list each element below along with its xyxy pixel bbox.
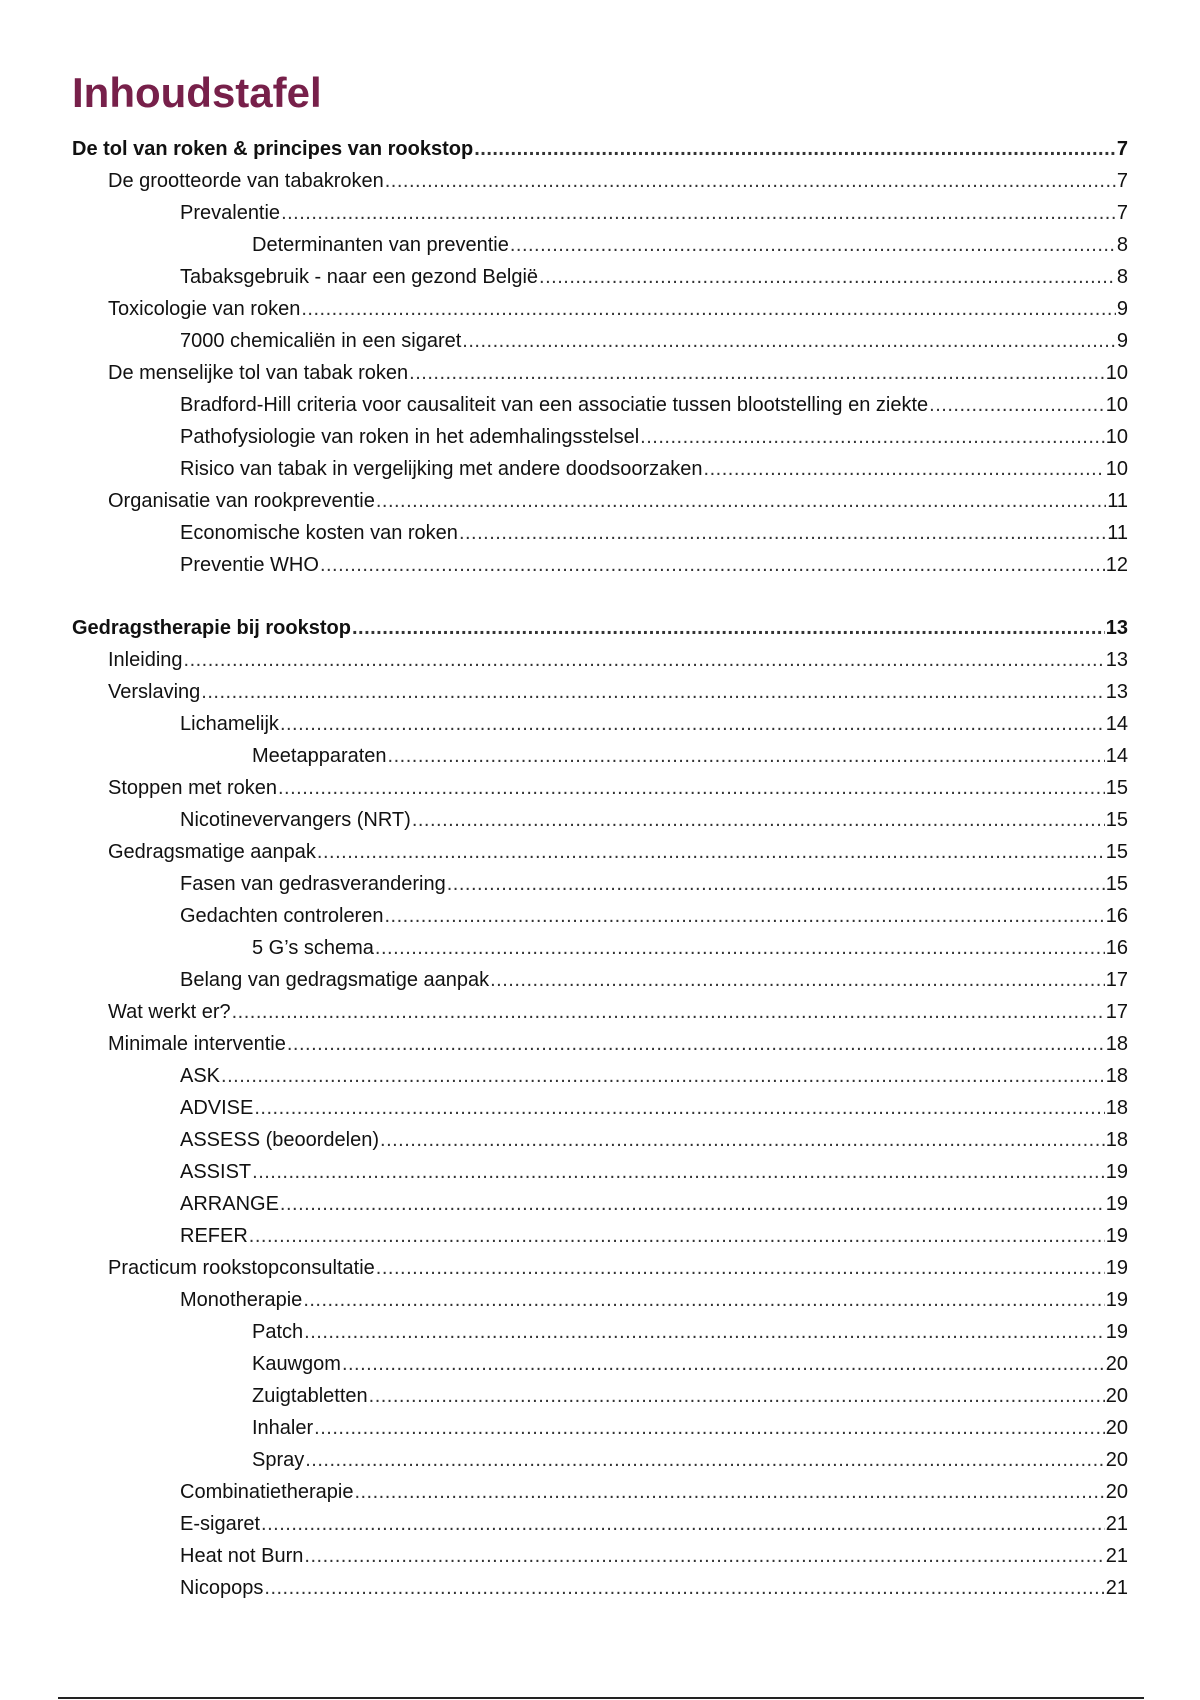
toc-section [72, 612, 1128, 1604]
toc-page-number: 10 [1105, 458, 1128, 480]
toc-entry-title: Stoppen met roken [108, 777, 277, 799]
toc-entry[interactable] [72, 804, 1128, 836]
toc-entry[interactable] [72, 1444, 1128, 1476]
toc-entry-title: 5 G’s schema [252, 937, 374, 959]
toc-entry[interactable] [72, 1124, 1128, 1156]
toc-entry-title: Organisatie van rookpreventie [108, 490, 375, 512]
toc-entry-title: Economische kosten van roken [180, 522, 458, 544]
toc-entry[interactable] [72, 612, 1128, 644]
toc-dot-leader [261, 1508, 1105, 1540]
toc-dot-leader [459, 517, 1106, 549]
toc-page-number: 10 [1105, 426, 1128, 448]
toc-entry[interactable] [72, 1508, 1128, 1540]
toc-entry[interactable] [72, 1412, 1128, 1444]
toc-entry[interactable] [72, 133, 1128, 165]
toc-page-number: 9 [1116, 298, 1128, 320]
toc-entry[interactable] [72, 932, 1128, 964]
toc-page-number: 18 [1105, 1129, 1128, 1151]
toc-page-number: 21 [1105, 1577, 1128, 1599]
toc-dot-leader [376, 485, 1106, 517]
toc-entry[interactable] [72, 1220, 1128, 1252]
toc-entry-title: De tol van roken & principes van rookstop [72, 138, 474, 160]
toc-dot-leader [287, 1028, 1105, 1060]
toc-entry[interactable] [72, 1316, 1128, 1348]
toc-dot-leader [412, 804, 1105, 836]
toc-page-number: 19 [1105, 1193, 1128, 1215]
toc-entry[interactable] [72, 357, 1128, 389]
toc-entry[interactable] [72, 1028, 1128, 1060]
toc-dot-leader [305, 1444, 1105, 1476]
toc-entry-title: ASK [180, 1065, 221, 1087]
toc-page-number: 20 [1105, 1481, 1128, 1503]
toc-entry-title: Gedragstherapie bij rookstop [72, 617, 351, 639]
toc-dot-leader [640, 421, 1105, 453]
table-of-contents [72, 133, 1128, 1604]
toc-entry[interactable] [72, 868, 1128, 900]
toc-page-number: 19 [1105, 1289, 1128, 1311]
toc-dot-leader [539, 261, 1116, 293]
toc-dot-leader [388, 740, 1105, 772]
toc-entry[interactable] [72, 964, 1128, 996]
toc-entry[interactable] [72, 1188, 1128, 1220]
toc-entry-title: Wat werkt er? [108, 1001, 231, 1023]
toc-entry[interactable] [72, 485, 1128, 517]
toc-dot-leader [384, 900, 1104, 932]
toc-page-number: 19 [1105, 1225, 1128, 1247]
toc-entry-title: Patch [252, 1321, 304, 1343]
toc-page-number: 21 [1105, 1513, 1128, 1535]
toc-page-number: 9 [1116, 330, 1128, 352]
toc-dot-leader [352, 612, 1105, 644]
toc-entry-title: Kauwgom [252, 1353, 341, 1375]
toc-entry[interactable] [72, 1092, 1128, 1124]
toc-entry-title: Pathofysiologie van roken in het ademhalingsstelsel [180, 426, 640, 448]
toc-entry-title: Zuigtabletten [252, 1385, 368, 1407]
toc-dot-leader [303, 1284, 1104, 1316]
toc-page-number: 10 [1105, 362, 1128, 384]
toc-entry-title: Inleiding [108, 649, 183, 671]
toc-dot-leader [281, 197, 1116, 229]
toc-entry[interactable] [72, 676, 1128, 708]
toc-entry-title: Toxicologie van roken [108, 298, 301, 320]
toc-page-number: 19 [1105, 1257, 1128, 1279]
toc-page-number: 17 [1105, 1001, 1128, 1023]
toc-page-number: 16 [1105, 905, 1128, 927]
toc-entry[interactable] [72, 740, 1128, 772]
toc-entry[interactable] [72, 197, 1128, 229]
toc-page-number: 13 [1105, 617, 1128, 639]
toc-page-number: 8 [1116, 266, 1128, 288]
toc-entry-title: Spray [252, 1449, 305, 1471]
toc-dot-leader [201, 676, 1104, 708]
toc-dot-leader [409, 357, 1105, 389]
toc-page-number: 18 [1105, 1033, 1128, 1055]
toc-dot-leader [221, 1060, 1105, 1092]
toc-entry[interactable] [72, 996, 1128, 1028]
toc-page-number: 15 [1105, 841, 1128, 863]
toc-entry-title: ASSESS (beoordelen) [180, 1129, 380, 1151]
toc-page-number: 13 [1105, 649, 1128, 671]
toc-dot-leader [304, 1540, 1104, 1572]
toc-dot-leader [376, 1252, 1105, 1284]
toc-dot-leader [320, 549, 1105, 581]
toc-entry[interactable] [72, 1348, 1128, 1380]
toc-dot-leader [929, 389, 1105, 421]
toc-dot-leader [342, 1348, 1105, 1380]
toc-entry-title: ADVISE [180, 1097, 254, 1119]
toc-entry-title: Inhaler [252, 1417, 314, 1439]
toc-dot-leader [447, 868, 1105, 900]
toc-entry-title: Practicum rookstopconsultatie [108, 1257, 375, 1279]
toc-entry-title: Heat not Burn [180, 1545, 304, 1567]
toc-page-number: 7 [1116, 170, 1128, 192]
toc-entry-title: Nicotinevervangers (NRT) [180, 809, 411, 831]
toc-dot-leader [249, 1220, 1105, 1252]
toc-entry[interactable] [72, 772, 1128, 804]
toc-page-number: 7 [1116, 138, 1128, 160]
toc-page-number: 17 [1105, 969, 1128, 991]
toc-entry[interactable] [72, 1252, 1128, 1284]
toc-entry-title: Verslaving [108, 681, 201, 703]
toc-page-number: 21 [1105, 1545, 1128, 1567]
toc-page-number: 15 [1105, 777, 1128, 799]
footer-divider [58, 1697, 1144, 1699]
toc-dot-leader [301, 293, 1116, 325]
toc-page-number: 15 [1105, 873, 1128, 895]
toc-dot-leader [252, 1156, 1105, 1188]
toc-entry[interactable] [72, 1540, 1128, 1572]
toc-dot-leader [304, 1316, 1105, 1348]
toc-page-number: 7 [1116, 202, 1128, 224]
toc-entry-title: De grootteorde van tabakroken [108, 170, 384, 192]
toc-entry-title: Gedragsmatige aanpak [108, 841, 316, 863]
toc-dot-leader [354, 1476, 1104, 1508]
toc-entry-title: 7000 chemicaliën in een sigaret [180, 330, 462, 352]
toc-entry-title: Prevalentie [180, 202, 281, 224]
toc-page-number: 20 [1105, 1417, 1128, 1439]
toc-entry[interactable] [72, 1156, 1128, 1188]
toc-entry-title: Meetapparaten [252, 745, 387, 767]
toc-page-number: 14 [1105, 745, 1128, 767]
toc-page-number: 19 [1105, 1161, 1128, 1183]
toc-page-number: 15 [1105, 809, 1128, 831]
toc-dot-leader [510, 229, 1116, 261]
toc-entry-title: Bradford-Hill criteria voor causaliteit van een associatie tussen blootstelling en ziekte [180, 394, 929, 416]
toc-dot-leader [184, 644, 1105, 676]
toc-entry[interactable] [72, 1572, 1128, 1604]
toc-dot-leader [232, 996, 1105, 1028]
toc-page-number: 16 [1105, 937, 1128, 959]
toc-entry-title: Lichamelijk [180, 713, 279, 735]
toc-entry-title: Combinatietherapie [180, 1481, 354, 1503]
toc-entry-title: De menselijke tol van tabak roken [108, 362, 409, 384]
toc-entry[interactable] [72, 1380, 1128, 1412]
toc-entry-title: Preventie WHO [180, 554, 319, 576]
toc-entry[interactable] [72, 836, 1128, 868]
toc-entry[interactable] [72, 325, 1128, 357]
toc-dot-leader [254, 1092, 1104, 1124]
toc-entry[interactable] [72, 229, 1128, 261]
toc-entry-title: Minimale interventie [108, 1033, 286, 1055]
toc-section [72, 133, 1128, 581]
toc-entry-title: Gedachten controleren [180, 905, 384, 927]
toc-entry[interactable] [72, 389, 1128, 421]
page-title: Inhoudstafel [72, 69, 322, 116]
toc-entry[interactable] [72, 1284, 1128, 1316]
toc-page-number: 18 [1105, 1097, 1128, 1119]
toc-page-number: 13 [1105, 681, 1128, 703]
toc-dot-leader [704, 453, 1105, 485]
toc-entry[interactable] [72, 900, 1128, 932]
toc-entry-title: Nicopops [180, 1577, 264, 1599]
toc-page-number: 14 [1105, 713, 1128, 735]
toc-entry[interactable] [72, 453, 1128, 485]
toc-entry[interactable] [72, 421, 1128, 453]
toc-page-number: 10 [1105, 394, 1128, 416]
toc-dot-leader [314, 1412, 1105, 1444]
toc-entry-title: Tabaksgebruik - naar een gezond België [180, 266, 539, 288]
toc-entry-title: E-sigaret [180, 1513, 261, 1535]
toc-page-number: 20 [1105, 1353, 1128, 1375]
toc-dot-leader [280, 1188, 1105, 1220]
toc-dot-leader [369, 1380, 1105, 1412]
toc-entry[interactable] [72, 644, 1128, 676]
toc-entry-title: Risico van tabak in vergelijking met andere doodsoorzaken [180, 458, 703, 480]
toc-entry[interactable] [72, 517, 1128, 549]
toc-dot-leader [462, 325, 1116, 357]
toc-entry[interactable] [72, 1476, 1128, 1508]
toc-entry[interactable] [72, 293, 1128, 325]
toc-dot-leader [380, 1124, 1105, 1156]
toc-dot-leader [385, 165, 1116, 197]
toc-entry-title: REFER [180, 1225, 248, 1247]
toc-entry-title: Monotherapie [180, 1289, 303, 1311]
toc-page-number: 19 [1105, 1321, 1128, 1343]
toc-page-number: 20 [1105, 1385, 1128, 1407]
toc-page-number: 20 [1105, 1449, 1128, 1471]
toc-dot-leader [375, 932, 1105, 964]
toc-entry[interactable] [72, 165, 1128, 197]
toc-dot-leader [317, 836, 1105, 868]
toc-entry-title: ASSIST [180, 1161, 252, 1183]
toc-entry[interactable] [72, 261, 1128, 293]
toc-entry-title: Belang van gedragsmatige aanpak [180, 969, 490, 991]
toc-entry-title: Determinanten van preventie [252, 234, 509, 256]
toc-page-number: 8 [1116, 234, 1128, 256]
toc-entry-title: ARRANGE [180, 1193, 279, 1215]
toc-page-number: 11 [1107, 522, 1128, 544]
toc-page-number: 18 [1105, 1065, 1128, 1087]
toc-entry[interactable] [72, 1060, 1128, 1092]
toc-dot-leader [474, 133, 1116, 165]
toc-dot-leader [278, 772, 1105, 804]
toc-page-number: 11 [1107, 490, 1128, 512]
toc-entry-title: Fasen van gedrasverandering [180, 873, 446, 895]
toc-dot-leader [490, 964, 1105, 996]
toc-dot-leader [264, 1572, 1104, 1604]
toc-page-number: 12 [1105, 554, 1128, 576]
toc-entry[interactable] [72, 549, 1128, 581]
toc-entry[interactable] [72, 708, 1128, 740]
toc-dot-leader [280, 708, 1105, 740]
